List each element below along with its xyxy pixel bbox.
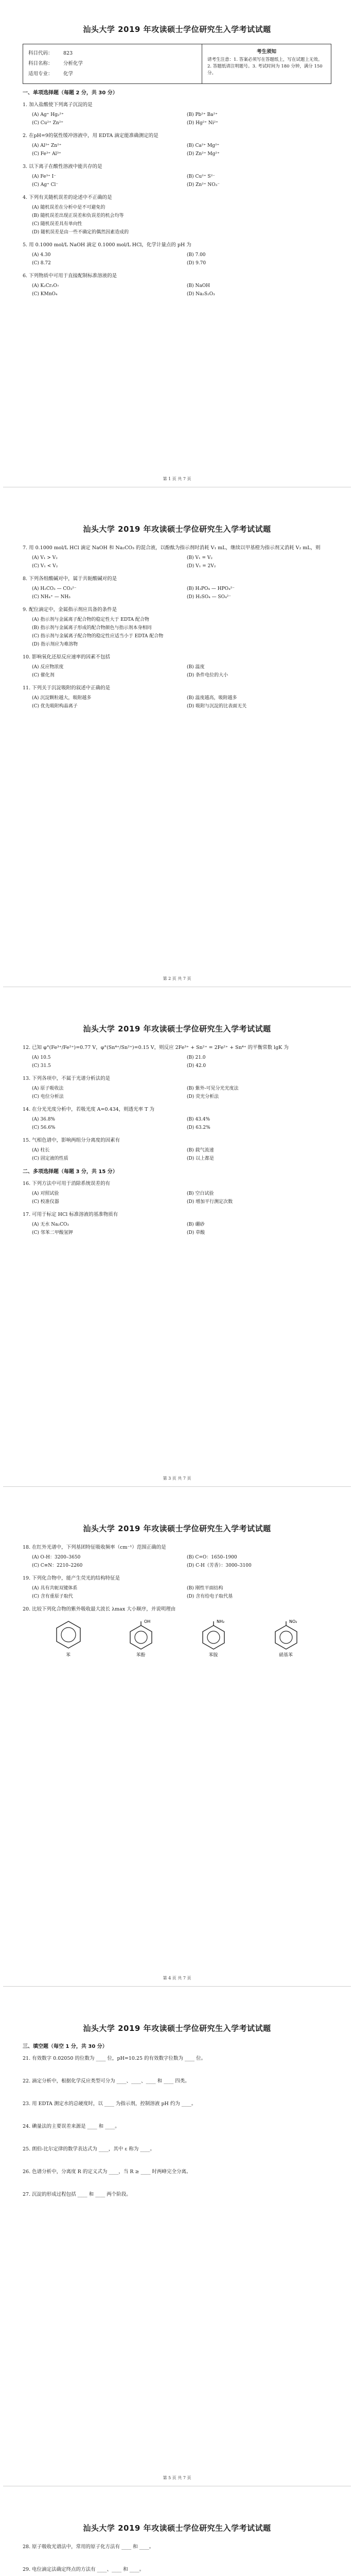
option: (A) 10.5: [32, 1055, 51, 1060]
option: (A) 原子吸收法: [32, 1086, 64, 1091]
page-count: 7: [183, 1976, 186, 1980]
question-options: [23, 1146, 331, 1163]
question-text: 28. 原子吸收光谱法中，常用的原子化方法有 ____ 和 ____。: [23, 2544, 154, 2550]
info-value: 分析化学: [63, 61, 83, 66]
option: (A) Fe³⁺ I⁻: [32, 174, 56, 179]
nitrobenzene-structure: [268, 1618, 304, 1658]
molecule-label: 苯酚: [136, 1653, 146, 1658]
option: (D) Na₂S₂O₃: [187, 292, 215, 297]
page-footer: 第 5 页 共 7 页: [163, 2476, 191, 2480]
option: (D) 条件电位的大小: [187, 673, 228, 678]
nitrobenzene-ring-icon: [268, 1618, 304, 1651]
option: (B) 温度: [187, 665, 205, 670]
option: (C) 邻苯二甲酸氢钾: [32, 1230, 73, 1235]
question-text: 18. 在红外光谱中，下列基团特征吸收频率（cm⁻¹）范围正确的是: [23, 1545, 166, 1550]
page-count: 7: [183, 976, 186, 981]
info-label: 适用专业：: [28, 71, 53, 77]
option: (B) Pb²⁺ Ba²⁺: [187, 112, 218, 117]
page-footer: 第 2 页 共 7 页: [163, 976, 191, 981]
option: (C) 校准仪器: [32, 1199, 59, 1205]
option: (B) V₁ = V₂: [187, 555, 213, 561]
question-text: 16. 下列方法中可用于消除系统误差的有: [23, 1181, 111, 1187]
option: (C) Cu²⁺ Zn²⁺: [32, 121, 64, 126]
question-text: 20. 比较下列化合物的紫外吸收最大波长 λmax 大小顺序，并说明理由: [23, 1606, 176, 1612]
question-text: 4. 下列有关随机误差的论述中不正确的是: [23, 195, 112, 200]
option: (A) 无水 Na₂CO₃: [32, 1222, 69, 1227]
question-options: [23, 111, 331, 127]
phenol-structure: [123, 1618, 159, 1658]
page-title: 汕头大学 2019 年攻读硕士学位研究生入学考试试题: [83, 524, 271, 534]
option: (C) V₁ < V₂: [32, 564, 58, 569]
page-footer: 第 3 页 共 7 页: [163, 1476, 191, 1481]
option: (B) 刚性平面结构: [187, 1586, 223, 1591]
option: (C) Ag⁺ Cl⁻: [32, 182, 59, 188]
option: (C) 31.5: [32, 1063, 51, 1069]
option: (A) Al³⁺ Zn²⁺: [32, 143, 62, 148]
info-label: 科目名称：: [28, 61, 53, 66]
info-row: [28, 48, 197, 59]
option: (B) C=O：1650–1900: [187, 1555, 237, 1560]
question-options: [23, 282, 331, 298]
option: (D) 63.2%: [187, 1125, 210, 1130]
aniline-ring-icon: [196, 1618, 232, 1651]
option: (C) 8.72: [32, 261, 51, 266]
answer-space: [23, 1663, 331, 1693]
option: (B) NaOH: [187, 283, 210, 289]
answer-space: [23, 1693, 331, 1723]
option: (B) 随机误差出现正误差和负误差的机会均等: [32, 213, 124, 218]
option: (C) 含有重原子取代: [32, 1594, 73, 1599]
option: (A) 随机误差在分析中是不可避免的: [32, 205, 105, 210]
option: (C) 指示剂与金属离子配合物的稳定性应适当小于 EDTA 配合物: [32, 634, 164, 639]
option: (A) 对照试验: [32, 1191, 59, 1196]
question-text: 15. 气相色谱中，影响两组分分离度的因素有: [23, 1138, 120, 1143]
info-value: 823: [63, 50, 73, 56]
question-text: 6. 下列物质中可用于直接配制标准溶液的是: [23, 273, 117, 279]
option: (D) 增加平行测定次数: [187, 1199, 233, 1205]
option: (B) Ca²⁺ Mg²⁺: [187, 143, 220, 148]
option: (A) Ag⁺ Hg₂²⁺: [32, 112, 64, 117]
question-options: [23, 1221, 331, 1237]
exam-info-box: [23, 44, 331, 84]
question-text: 10. 影响氧化还原反应速率的因素不包括: [23, 654, 111, 660]
answer-space: [23, 2110, 331, 2122]
exam-info-fields: [23, 44, 202, 83]
exam-page-5: [3, 2002, 351, 2486]
phenol-ring-icon: [123, 1618, 159, 1651]
question-text: 27. 沉淀的形成过程包括 ____ 和 ____ 两个阶段。: [23, 2192, 131, 2197]
option: (A) 指示剂与金属离子配合物的稳定性大于 EDTA 配合物: [32, 617, 149, 622]
option: (B) 43.4%: [187, 1117, 210, 1122]
question-options: [23, 694, 331, 710]
info-row: [28, 59, 197, 69]
answer-space: [23, 2155, 331, 2167]
option: (A) 沉淀颗粒越大，吸附越多: [32, 696, 92, 701]
question-text: 17. 可用于标定 HCl 标准溶液的基准物质有: [23, 1212, 118, 1217]
option: (D) Zn²⁺ Mg²⁺: [187, 151, 220, 157]
answer-space: [23, 2132, 331, 2145]
question-text: 29. 电位滴定法确定终点的方法有 ____、____ 和 ____。: [23, 2567, 145, 2572]
question-text: 2. 在pH=9的氨性缓冲溶液中，用 EDTA 滴定能准确测定的是: [23, 133, 158, 139]
question-options: [23, 585, 331, 601]
option: (A) V₁ > V₂: [32, 555, 58, 561]
exam-page-2: [3, 503, 351, 987]
option: (A) 36.8%: [32, 1117, 55, 1122]
exam-page-4: [3, 1502, 351, 1987]
notice-heading: 考生须知: [256, 49, 276, 55]
question-text: 7. 用 0.1000 mol/L HCl 滴定 NaOH 和 Na₂CO₃ 的混合液，以酚酞为指示剂时消耗 V₁ mL，继续以甲基橙为指示剂又消耗 V₂ mL，则: [23, 545, 321, 551]
option: (B) 温度越高，吸附越多: [187, 696, 237, 701]
option: (C) 催化剂: [32, 673, 55, 678]
info-label: 科目代码：: [28, 50, 53, 56]
question-options: [23, 554, 331, 570]
option: (C) 固定液的性质: [32, 1156, 68, 1161]
option: (B) 载气流速: [187, 1148, 214, 1153]
option: (B) Cu²⁺ S²⁻: [187, 174, 215, 179]
option: (B) H₃PO₄ — HPO₄²⁻: [187, 586, 235, 591]
svg-text:NO₂: NO₂: [289, 1619, 297, 1624]
page-count: 7: [183, 477, 186, 481]
question-text: 9. 配位滴定中，金属指示剂应具备的条件是: [23, 607, 117, 613]
option: (C) 56.6%: [32, 1125, 56, 1130]
question-options: [23, 1190, 331, 1206]
question-text: 22. 滴定分析中，根据化学反应类型可分为 ____、____、____ 和 ____ 四类。: [23, 2078, 190, 2084]
option: (D) Zn²⁺ NO₃⁻: [187, 182, 220, 188]
option: (D) 荧光分析法: [187, 1094, 219, 1099]
option: (D) 吸附与沉淀的比表面无关: [187, 704, 247, 709]
option: (A) 4.30: [32, 252, 51, 258]
page-title: 汕头大学 2019 年攻读硕士学位研究生入学考试试题: [83, 2024, 271, 2033]
option: (B) 紫外-可见分光光度法: [187, 1086, 239, 1091]
page-footer: 第 4 页 共 7 页: [163, 1976, 191, 1980]
question-options: [23, 1054, 331, 1070]
option: (B) 空白试验: [187, 1191, 214, 1196]
page-footer: 第 1 页 共 7 页: [163, 477, 191, 481]
question-options: [23, 616, 331, 649]
page-title: 汕头大学 2019 年攻读硕士学位研究生入学考试试题: [83, 2523, 271, 2533]
answer-space: [23, 2553, 331, 2565]
section-heading: 三、填空题（每空 1 分，共 30 分）: [23, 2044, 108, 2049]
option: (C) KMnO₄: [32, 292, 58, 297]
molecule-structures: [23, 1615, 331, 1663]
question-text: 21. 有效数字 0.02050 的位数为 ____ 位，pH=10.25 的有效数字位数为 ____ 位。: [23, 2056, 206, 2061]
question-text: 11. 下列关于沉淀吸附的叙述中正确的是: [23, 685, 111, 691]
exam-page-3: [3, 1003, 351, 1487]
option: (C) 随机误差具有单向性: [32, 222, 82, 227]
option: (C) C≡N：2210–2260: [32, 1563, 83, 1568]
question-options: [23, 204, 331, 236]
option: (D) V₁ = 2V₂: [187, 564, 216, 569]
option: (C) 电位分析法: [32, 1094, 64, 1099]
option: (D) 9.70: [187, 261, 206, 266]
question-text: 23. 用 EDTA 测定水的总硬度时，以 ____ 为指示剂，控制溶液 pH 约为 ____。: [23, 2101, 197, 2107]
option: (D) 指示剂应为难溶物: [32, 642, 78, 647]
option: (A) H₂CO₃ — CO₃²⁻: [32, 586, 77, 591]
option: (D) 草酸: [187, 1230, 205, 1235]
info-row: [28, 69, 197, 79]
question-text: 24. 碘量法的主要误差来源是 ____ 和 ____。: [23, 2124, 120, 2129]
option: (A) 反应物浓度: [32, 665, 64, 670]
page-title: 汕头大学 2019 年攻读硕士学位研究生入学考试试题: [83, 25, 271, 34]
question-text: 8. 下列各组酸碱对中，属于共轭酸碱对的是: [23, 576, 117, 582]
exam-notice: [202, 44, 331, 83]
question-options: [23, 663, 331, 680]
question-text: 1. 加入盐酸使下列离子沉淀的是: [23, 102, 93, 108]
question-options: [23, 1115, 331, 1132]
molecule-label: 硝基苯: [278, 1653, 293, 1658]
question-text: 5. 用 0.1000 mol/L NaOH 滴定 0.1000 mol/L HCl，化学计量点的 pH 为: [23, 242, 191, 248]
option: (A) 具有共轭双键体系: [32, 1586, 78, 1591]
molecule-label: 苯: [65, 1653, 70, 1658]
notice-text: 请考生注意：1. 答案必须写在答题纸上，写在试题上无效。2. 答题纸请注明题号。3. 考试时间为 180 分钟，满分 150 分。: [207, 57, 323, 76]
section-heading: 二、多项选择题（每题 3 分，共 15 分）: [23, 1169, 118, 1175]
svg-text:OH: OH: [144, 1619, 150, 1624]
question-text: 14. 在分光光度分析中，若吸光度 A=0.434，则透光率 T 为: [23, 1107, 155, 1112]
option: (B) 硼砂: [187, 1222, 205, 1227]
option: (D) H₂SO₄ — SO₄²⁻: [187, 595, 231, 600]
question-text: 25. 朗伯-比尔定律的数学表达式为 ____，其中 ε 称为 ____。: [23, 2146, 155, 2152]
question-options: [23, 173, 331, 189]
question-options: [23, 1553, 331, 1570]
question-text: 3. 以下离子在酸性溶液中能共存的是: [23, 164, 102, 170]
page-title: 汕头大学 2019 年攻读硕士学位研究生入学考试试题: [83, 1524, 271, 1533]
aniline-structure: [196, 1618, 232, 1658]
molecule-label: 苯胺: [208, 1653, 218, 1658]
option: (B) 7.00: [187, 252, 206, 258]
answer-space: [23, 2064, 331, 2077]
page-title: 汕头大学 2019 年攻读硕士学位研究生入学考试试题: [83, 1024, 271, 1033]
question-text: 26. 色谱分析中，分离度 R 的定义式为 ____，当 R ≥ ____ 时两峰完全分离。: [23, 2169, 191, 2175]
answer-space: [23, 2087, 331, 2099]
option: (B) 指示剂与金属离子形成的配合物颜色与指示剂本身相同: [32, 625, 152, 631]
option: (A) 柱长: [32, 1148, 50, 1153]
option: (A) K₂Cr₂O₇: [32, 283, 59, 289]
option: (D) Hg²⁺ Ni²⁺: [187, 121, 219, 126]
question-options: [23, 251, 331, 267]
info-value: 化学: [63, 71, 74, 77]
question-options: [23, 1084, 331, 1101]
option: (A) O-H：3200–3650: [32, 1555, 81, 1560]
option: (D) C-H（芳香）：3000–3100: [187, 1563, 252, 1568]
answer-space: [23, 2178, 331, 2190]
page-count: 7: [183, 1476, 186, 1481]
section-heading: 一、单项选择题（每题 2 分，共 30 分）: [23, 90, 118, 96]
benzene-ring-icon: [50, 1618, 86, 1651]
option: (C) NH₄⁺ — NH₃: [32, 595, 70, 600]
option: (D) 含有给电子取代基: [187, 1594, 233, 1599]
page-count: 7: [183, 2476, 186, 2480]
benzene-structure: [50, 1618, 86, 1658]
svg-text:NH₂: NH₂: [216, 1619, 224, 1624]
option: (C) 优先吸附构晶离子: [32, 704, 78, 709]
option: (D) 以上都是: [187, 1156, 215, 1161]
option: (B) 21.0: [187, 1055, 206, 1060]
exam-page-6: [3, 2502, 351, 2576]
exam-page-1: [3, 3, 351, 487]
question-options: [23, 1584, 331, 1601]
option: (D) 随机误差是由一些不确定的偶然因素造成的: [32, 230, 129, 235]
option: (D) 42.0: [187, 1063, 206, 1069]
option: (C) Fe³⁺ Al³⁺: [32, 151, 61, 157]
question-options: [23, 142, 331, 158]
question-text: 12. 已知 φ°(Fe³⁺/Fe²⁺)=0.77 V，φ°(Sn⁴⁺/Sn²⁺)=0.15 V，则反应 2Fe³⁺ + Sn²⁺ = 2Fe²⁺ + Sn⁴⁺ 的平衡常数 lgK 为: [23, 1045, 289, 1050]
question-text: 19. 下列化合物中，能产生荧光的结构特征是: [23, 1575, 120, 1581]
question-text: 13. 下列各项中，不属于光谱分析法的是: [23, 1076, 111, 1081]
